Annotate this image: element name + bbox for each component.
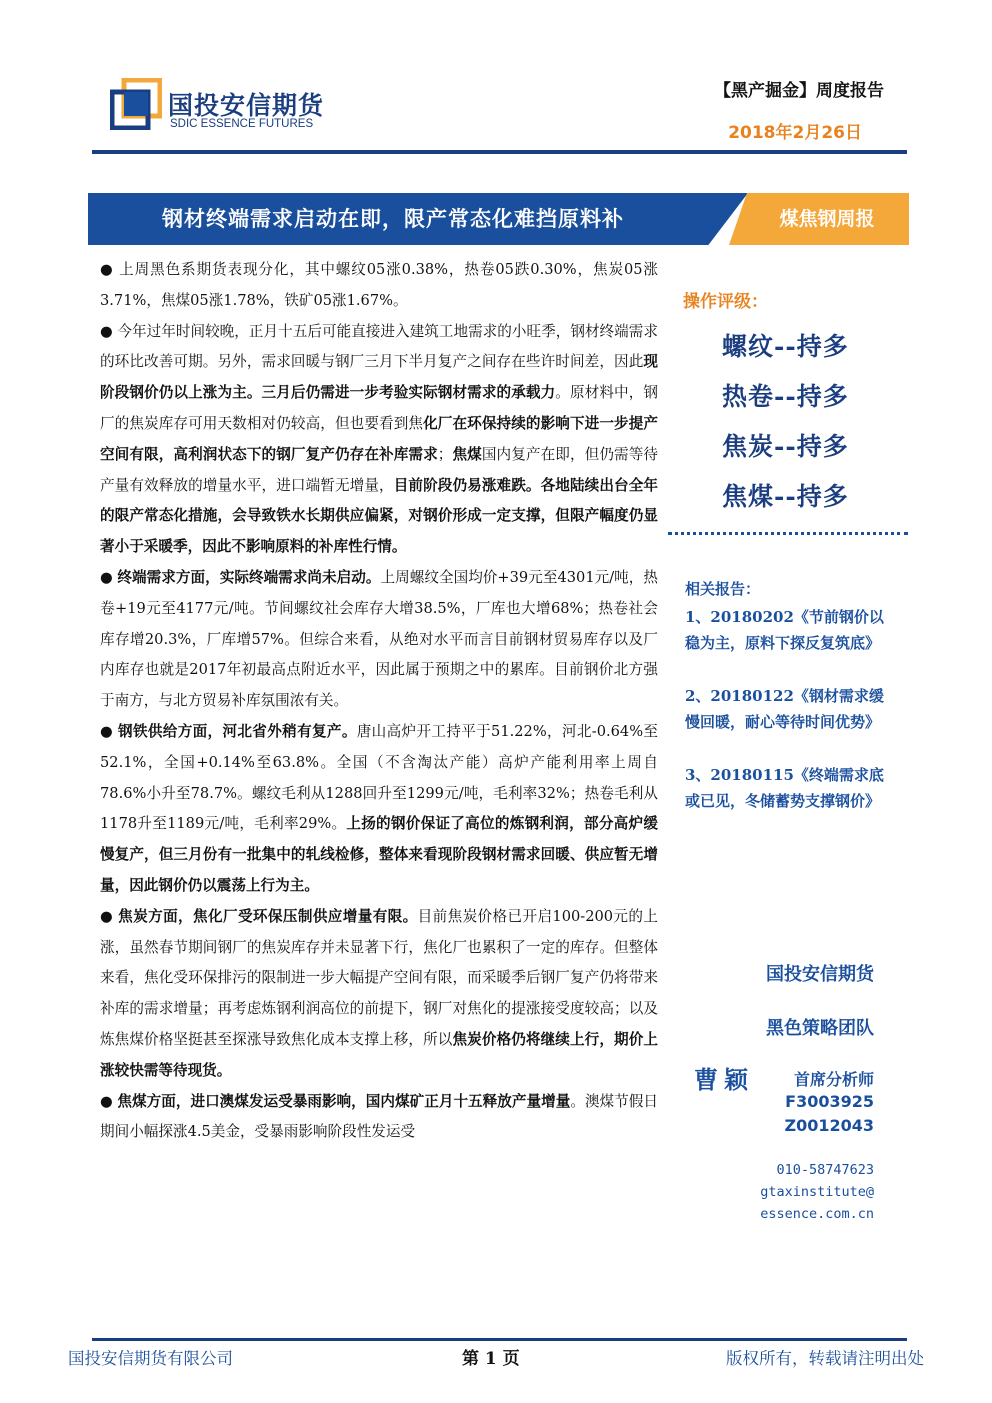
- category-tag: 煤焦钢周报: [779, 208, 875, 230]
- company-logo-icon: [110, 78, 162, 130]
- page-number: 第 1 页: [462, 1349, 520, 1369]
- logo-name-en: SDIC ESSENCE FUTURES: [170, 118, 314, 130]
- related-report-link[interactable]: 3、20180115《终端需求底或已见，冬储蓄势支撑钢价》: [685, 766, 884, 810]
- analyst-name: 曹颖: [694, 1065, 754, 1094]
- rating-hot-coil: 热卷--持多: [722, 382, 849, 411]
- header-divider: [92, 150, 907, 154]
- rating-rebar: 螺纹--持多: [722, 332, 849, 361]
- contact-phone: 010-58747623: [776, 1162, 874, 1178]
- company-name: 国投安信期货: [766, 964, 874, 985]
- footer-company: 国投安信期货有限公司: [68, 1349, 233, 1368]
- body-column: [100, 255, 660, 1337]
- related-report-link[interactable]: 1、20180202《节前钢价以稳为主，原料下探反复筑底》: [685, 608, 884, 652]
- report-series-label: 【黑产掘金】周度报告: [714, 81, 884, 101]
- logo-name-cn: 国投安信期货: [168, 91, 325, 120]
- contact-email[interactable]: gtaxinstitute@: [760, 1184, 874, 1200]
- related-reports-title: 相关报告：: [685, 580, 761, 598]
- report-date: 2018年2月26日: [728, 123, 862, 143]
- rating-coking-coal: 焦煤--持多: [722, 482, 849, 511]
- analyst-title: 首席分析师: [793, 1070, 874, 1089]
- report-title: 钢材终端需求启动在即，限产常态化难挡原料补: [162, 206, 624, 231]
- certificate-number: Z0012043: [784, 1116, 874, 1135]
- footer-divider: [92, 1338, 907, 1341]
- footer-copyright: 版权所有，转载请注明出处: [726, 1349, 924, 1368]
- rating-coke: 焦炭--持多: [722, 432, 849, 461]
- rating-title: 操作评级：: [683, 292, 768, 312]
- certificate-number: F3003925: [785, 1092, 874, 1111]
- team-name: 黑色策略团队: [766, 1018, 874, 1039]
- sidebar-divider: [668, 532, 908, 535]
- body-text: ● 上周黑色系期货表现分化，其中螺纹05涨0.38%，热卷05跌0.30%，焦炭05涨3.71%，焦煤05涨1.78%，铁矿05涨1.67%。 ● 今年过年时间较晚，正月十五后可能直接进入建筑工地需求的小旺季，钢材终端需求的环比改善可期。另外，需求回暖与钢厂三月下半月复产之间存在些许时间差，因此现阶段钢价仍以上涨为主。三月后仍需进一步考验实际钢材需求的承载力。原材料中，钢厂的焦炭库存可用天数相对仍较高，但也要看到焦化厂在环保持续的影响下进一步提产空间有限，高利润状态下的钢厂复产仍存在补库需求；焦煤国内复产在即，但仍需等待产量有效释放的增量水平，进口端暂无增量，目前阶段仍易涨难跌。各地陆续出台全年的限产常态化措施，会导致铁水长期供应偏紧，对钢价形成一定支撑，但限产幅度仍显著小于采暖季，因此不影响原料的补库性行情。 ● 终端需求方面，实际终端需求尚未启动。上周螺纹全国均价+39元至4301元/吨，热卷+19元至4177元/吨。节间螺纹社会库存大增38.5%，厂库也大增68%；热卷社会库存增20.3%，厂库增57%。但综合来看，从绝对水平而言目前钢材贸易库存以及厂内库存也就是2017年初最高点附近水平，因此属于预期之中的累库。目前钢价北方强于南方，与北方贸易补库氛围浓有关。 ● 钢铁供给方面，河北省外稍有复产。唐山高炉开工持平于51.22%，河北-0.64%至52.1%，全国+0.14%至63.8%。全国（不含淘汰产能）高炉产能利用率上周自78.6%小升至78.7%。螺纹毛利从1288回升至1299元/吨，毛利率32%；热卷毛利从1178升至1189元/吨，毛利率29%。上扬的钢价保证了高位的炼钢利润，部分高炉缓慢复产，但三月份有一批集中的轧线检修，整体来看现阶段钢材需求回暖、供应暂无增量，因此钢价仍以震荡上行为主。 ● 焦炭方面，焦化厂受环保压制供应增量有限。目前焦炭价格已开启100-200元的上涨，虽然春节期间钢厂的焦炭库存并未显著下行，焦化厂也累积了一定的库存。但整体来看，焦化受环保排污的限制进一步大幅提产空间有限，而采暖季后钢厂复产仍将带来补库的需求增量；再考虑炼钢利润高位的前提下，钢厂对焦化的提涨接受度较高；以及炼焦煤价格坚挺甚至探涨导致焦化成本支撑上移，所以焦炭价格仍将继续上行，期价上涨较快需等待现货。 ● 焦煤方面，进口澳煤发运受暴雨影响，国内煤矿正月十五释放产量增量。澳煤节假日期间小幅探涨4.5美金，受暴雨影响阶段性发运受: [100, 261, 659, 1141]
- contact-email[interactable]: essence.com.cn: [760, 1206, 874, 1222]
- related-report-link[interactable]: 2、20180122《钢材需求缓慢回暖，耐心等待时间优势》: [685, 687, 884, 731]
